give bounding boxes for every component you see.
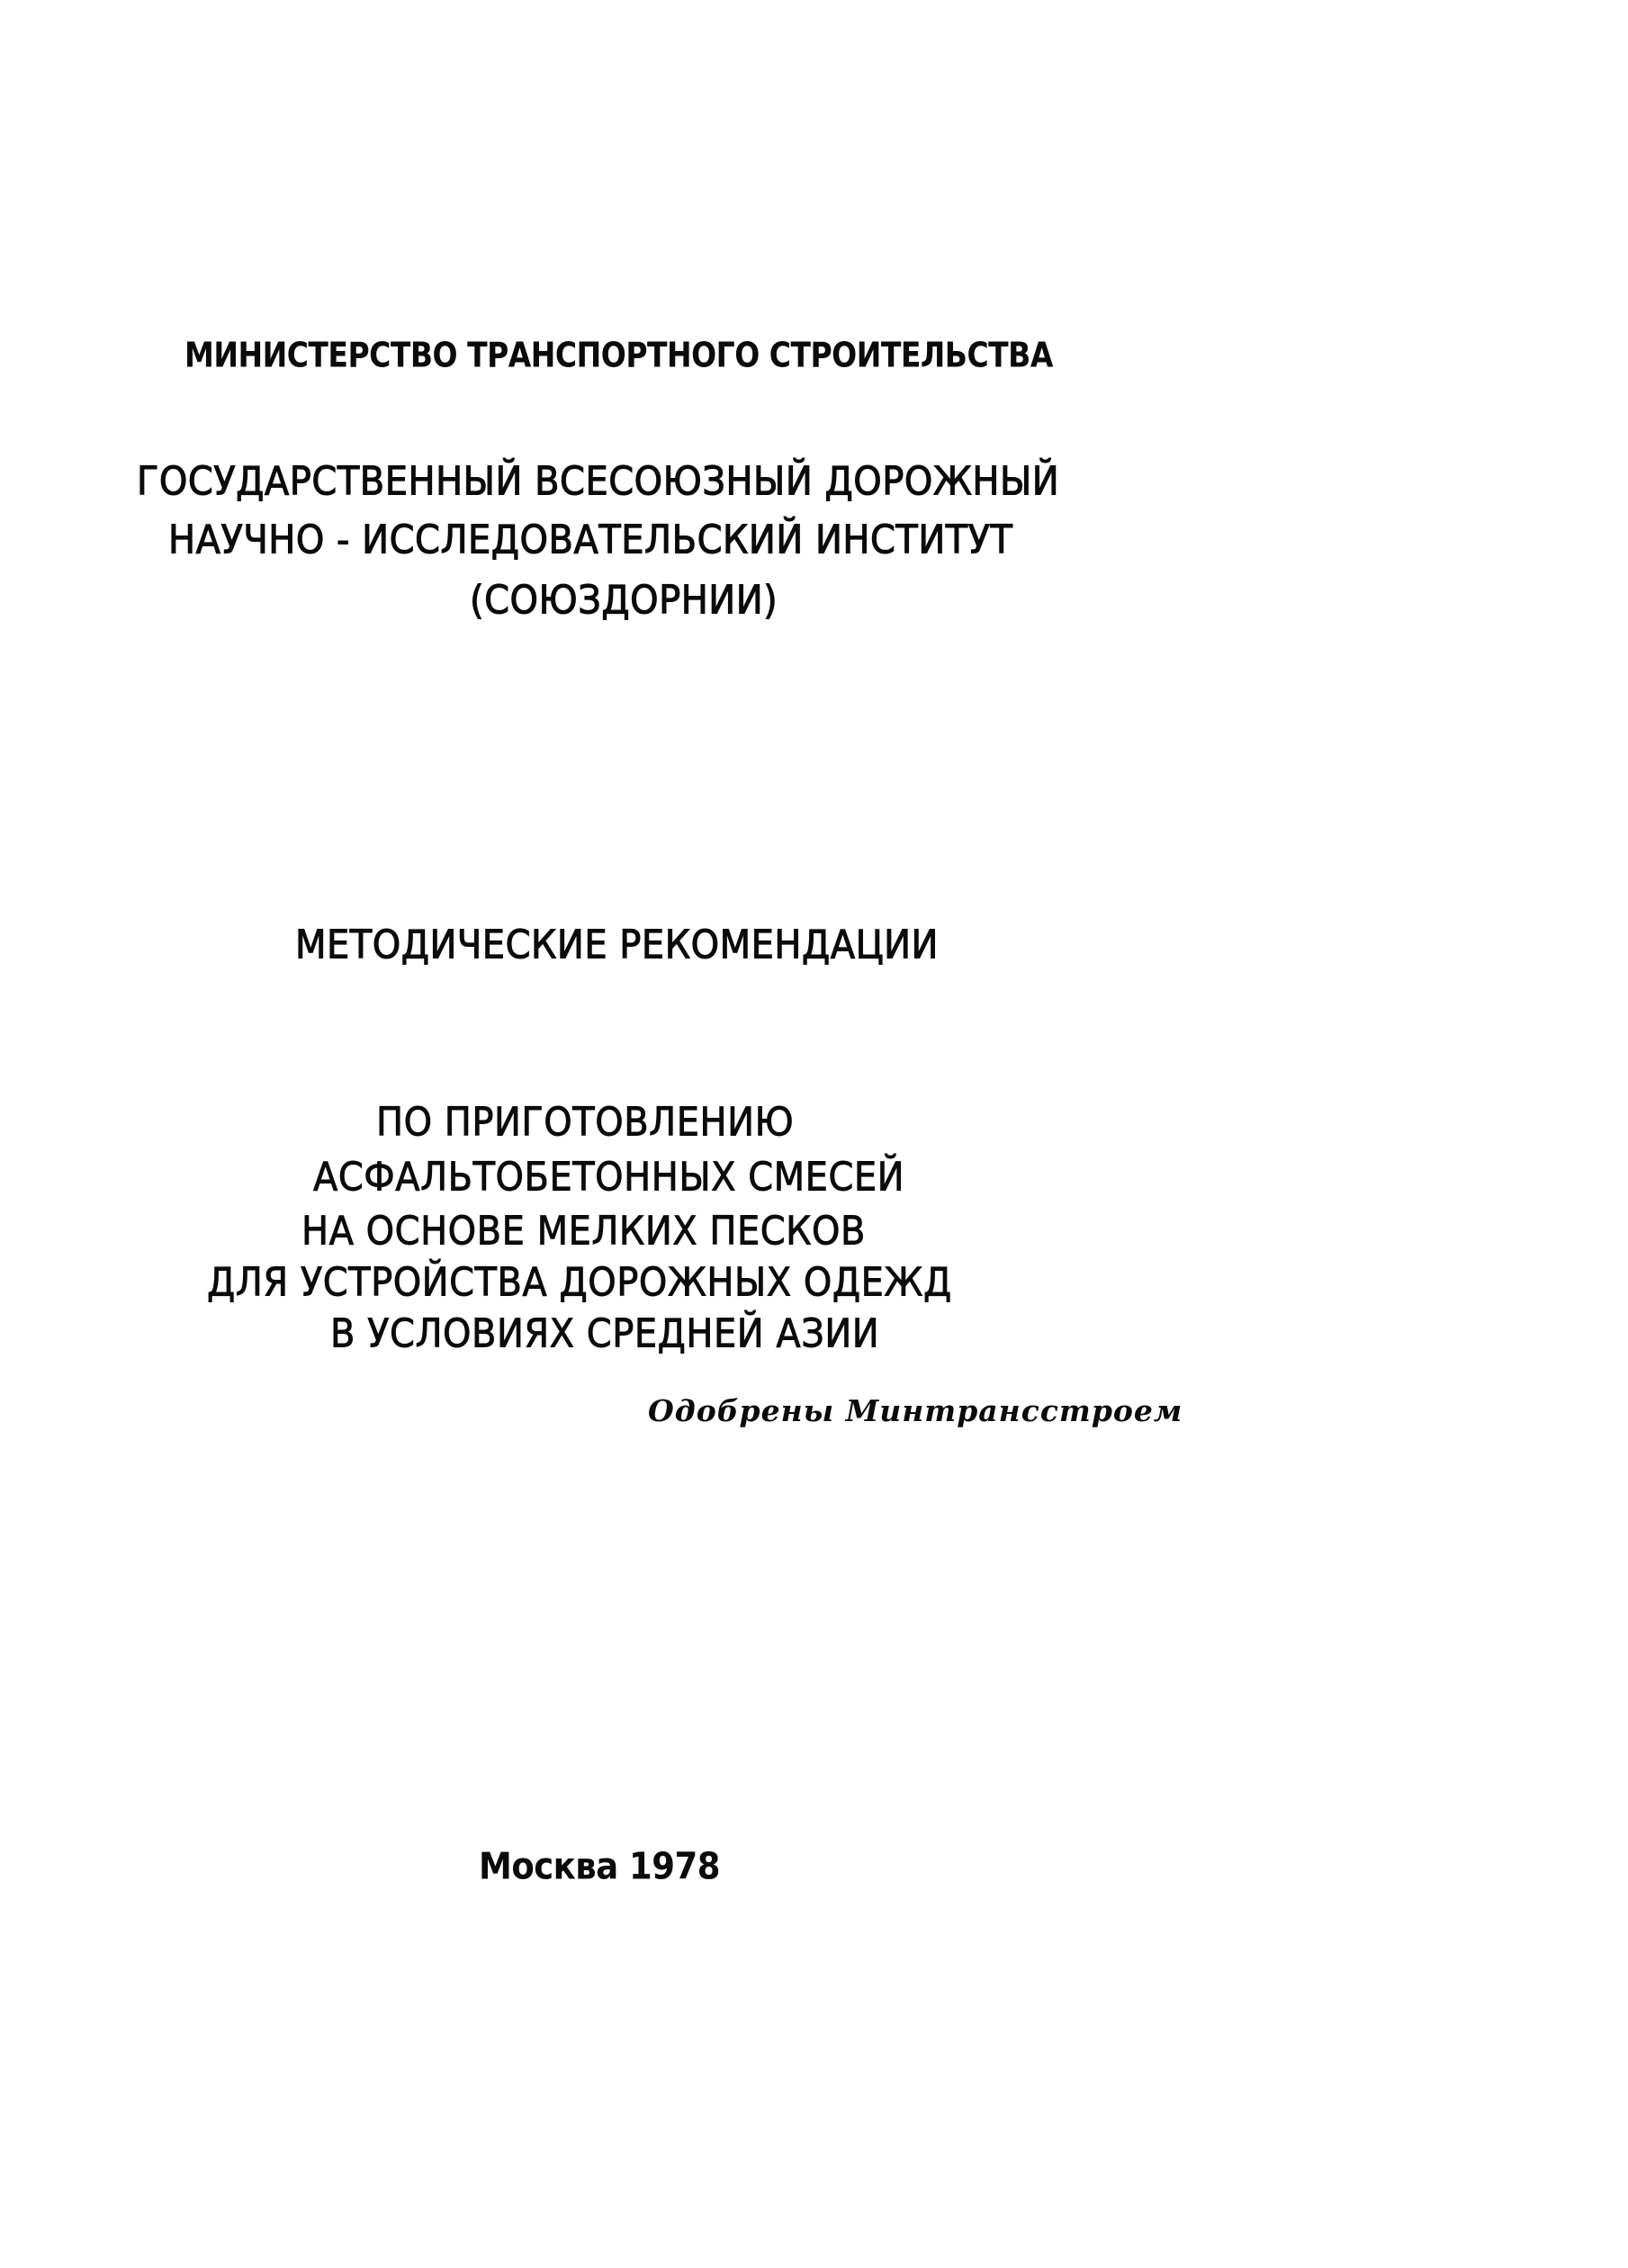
subtitle-line-5: В УСЛОВИЯХ СРЕДНЕЙ АЗИИ [330,1311,880,1357]
subtitle-line-1: ПО ПРИГОТОВЛЕНИЮ [376,1100,795,1146]
institute-abbreviation: (СОЮЗДОРНИИ) [470,578,778,624]
approval-note: Одобрены Минтрансстроем [648,1393,1183,1428]
ministry-name: МИНИСТЕРСТВО ТРАНСПОРТНОГО СТРОИТЕЛЬСТВА [184,335,1053,375]
subtitle-line-2: АСФАЛЬТОБЕТОННЫХ СМЕСЕЙ [313,1155,905,1201]
subtitle-line-4: ДЛЯ УСТРОЙСТВА ДОРОЖНЫХ ОДЕЖД [207,1260,952,1306]
place-and-year: Москва 1978 [479,1845,721,1888]
institute-name-line-1: ГОСУДАРСТВЕННЫЙ ВСЕСОЮЗНЫЙ ДОРОЖНЫЙ [137,459,1060,505]
document-type: МЕТОДИЧЕСКИЕ РЕКОМЕНДАЦИИ [295,922,939,968]
subtitle-line-3: НА ОСНОВЕ МЕЛКИХ ПЕСКОВ [301,1209,866,1255]
institute-name-line-2: НАУЧНО - ИССЛЕДОВАТЕЛЬСКИЙ ИНСТИТУТ [168,518,1013,563]
